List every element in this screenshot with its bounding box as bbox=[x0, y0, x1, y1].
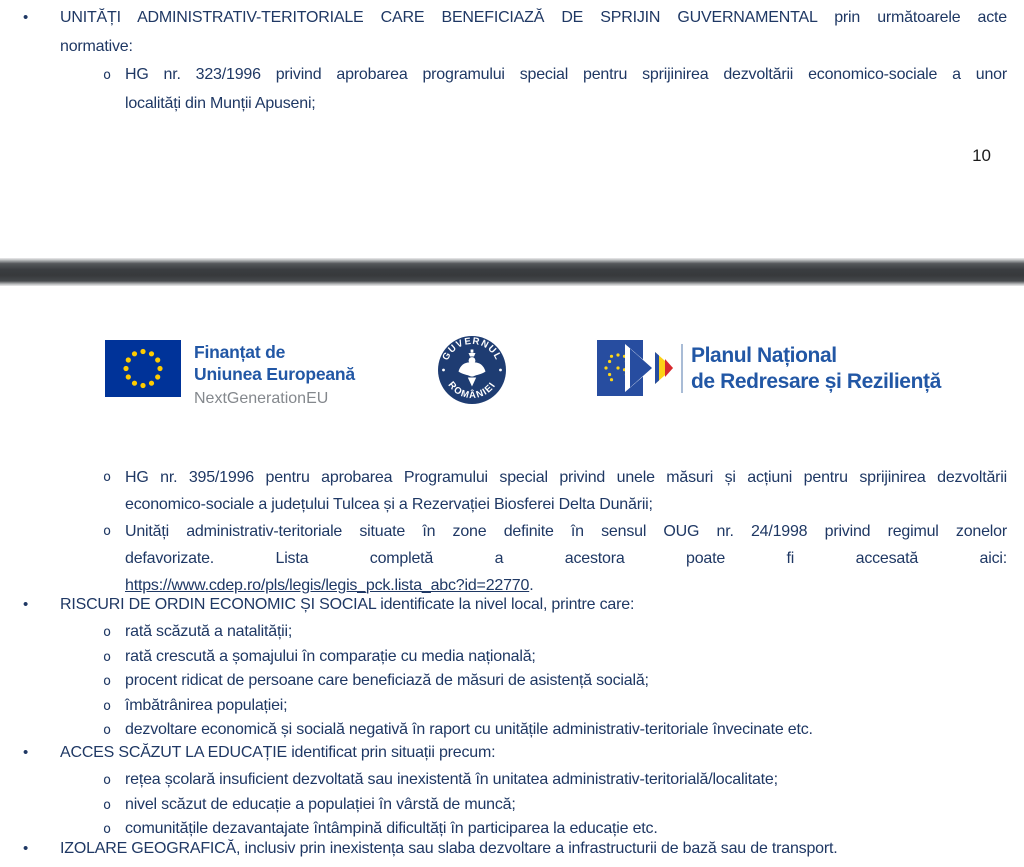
seal-arc-bottom-text: ROMÂNIEI bbox=[445, 379, 499, 402]
paragraph-line: normative: bbox=[60, 37, 133, 55]
heading-line: IZOLARE GEOGRAFICĂ, inclusiv prin inexistența sau slaba dezvoltare a infrastructurii de bază sau de transport. bbox=[60, 840, 838, 857]
list-item-text: rată crescută a șomajului în comparație cu media națională; bbox=[125, 647, 536, 665]
heading-line: ACCES SCĂZUT LA EDUCAȚIE identificat prin situații precum: bbox=[60, 744, 496, 761]
circle-bullet-marker: o bbox=[103, 722, 111, 738]
link-trailing-period: . bbox=[529, 577, 534, 594]
list-item bbox=[0, 61, 1007, 118]
pnrr-divider bbox=[681, 344, 683, 393]
pnrr-logo-text bbox=[691, 343, 941, 395]
paragraph-line: Unități administrativ-teritoriale situate în zone definite în sensul OUG nr. 24/1998 privind regimul zonelor bbox=[125, 523, 1007, 540]
seal-arc-top-text: GUVERNUL bbox=[440, 335, 504, 363]
paragraph-line: localități din Munții Apuseni; bbox=[125, 94, 316, 112]
eu-funding-logo-text bbox=[194, 342, 355, 409]
page-number: 10 bbox=[972, 146, 991, 165]
circle-bullet-marker: o bbox=[103, 697, 111, 714]
list-item bbox=[0, 645, 1007, 670]
paragraph-line: HG nr. 323/1996 privind aprobarea programului special pentru sprijinirea dezvoltării economico-sociale a unor bbox=[125, 66, 1007, 83]
list-item bbox=[0, 744, 1007, 762]
pnrr-title-line: de Redresare și Reziliență bbox=[691, 370, 941, 393]
eu-funding-line: Uniunea Europeană bbox=[194, 363, 355, 384]
cdep-legislation-link[interactable]: https://www.cdep.ro/pls/legis/legis_pck.lista_abc?id=22770 bbox=[125, 577, 530, 594]
paragraph-line: defavorizate. Lista completă a acestora poate fi accesată aici: bbox=[125, 550, 1007, 567]
circle-bullet-marker: o bbox=[103, 67, 111, 83]
list-item bbox=[0, 694, 1007, 719]
page-break-separator bbox=[0, 258, 1024, 286]
nextgeneration-eu-label: NextGenerationEU bbox=[194, 390, 329, 407]
list-item-text: rată scăzută a natalității; bbox=[125, 623, 293, 640]
list-item bbox=[0, 768, 1007, 793]
list-item bbox=[0, 464, 1007, 518]
circle-bullet-marker: o bbox=[103, 469, 111, 485]
paragraph-line: UNITĂȚI ADMINISTRATIV-TERITORIALE CARE BENEFICIAZĂ DE SPRIJIN GUVERNAMENTAL prin următoarele acte bbox=[60, 9, 1007, 26]
pnrr-title-line: Planul Național bbox=[691, 344, 837, 367]
bullet-marker: • bbox=[23, 840, 29, 857]
list-item bbox=[0, 518, 1007, 599]
circle-bullet-marker: o bbox=[103, 624, 111, 640]
eu-flag-icon bbox=[105, 340, 181, 397]
list-item bbox=[0, 718, 1007, 743]
sub-list bbox=[0, 768, 1007, 842]
list-item bbox=[0, 4, 1007, 61]
romanian-government-seal-icon bbox=[435, 333, 509, 407]
list-item-text: procent ridicat de persoane care beneficiază de măsuri de asistență socială; bbox=[125, 672, 649, 689]
list-item bbox=[0, 596, 1007, 614]
eu-funding-line: Finanțat de bbox=[194, 342, 286, 362]
list-item bbox=[0, 840, 1007, 858]
circle-bullet-marker: o bbox=[103, 673, 111, 689]
sub-list bbox=[0, 620, 1007, 743]
list-item-text: îmbătrânirea populației; bbox=[125, 696, 288, 714]
bullet-marker: • bbox=[23, 9, 29, 26]
circle-bullet-marker: o bbox=[103, 772, 111, 788]
paragraph-line: economico-sociale a județului Tulcea și a Rezervației Biosferei Delta Dunării; bbox=[125, 496, 653, 513]
list-item bbox=[0, 669, 1007, 694]
list-item-text: comunitățile dezavantajate întâmpină dificultăți în participarea la educație etc. bbox=[125, 820, 658, 837]
list-item-text: nivel scăzut de educație a populației în vârstă de muncă; bbox=[125, 795, 516, 813]
paragraph-line: HG nr. 395/1996 pentru aprobarea Programului special privind unele măsuri și acțiuni pentru sprijinirea dezvoltării bbox=[125, 469, 1007, 486]
list-item-text: dezvoltare economică și socială negativă în raport cu unitățile administrativ-teritoriale învecinate etc. bbox=[125, 721, 813, 738]
list-item bbox=[0, 620, 1007, 645]
circle-bullet-marker: o bbox=[103, 821, 111, 837]
paragraph-line bbox=[125, 572, 1007, 599]
circle-bullet-marker: o bbox=[103, 796, 111, 813]
list-item bbox=[0, 817, 1007, 842]
list-item-text: rețea școlară insuficient dezvoltată sau inexistentă în unitatea administrativ-teritorială/localitate; bbox=[125, 771, 778, 788]
heading-line: RISCURI DE ORDIN ECONOMIC ȘI SOCIAL identificate la nivel local, printre care: bbox=[60, 596, 635, 613]
circle-bullet-marker: o bbox=[103, 523, 111, 539]
circle-bullet-marker: o bbox=[103, 648, 111, 665]
bullet-marker: • bbox=[23, 596, 29, 613]
pnrr-arrows-icon bbox=[597, 339, 681, 399]
bullet-marker: • bbox=[23, 744, 29, 761]
list-item bbox=[0, 793, 1007, 818]
